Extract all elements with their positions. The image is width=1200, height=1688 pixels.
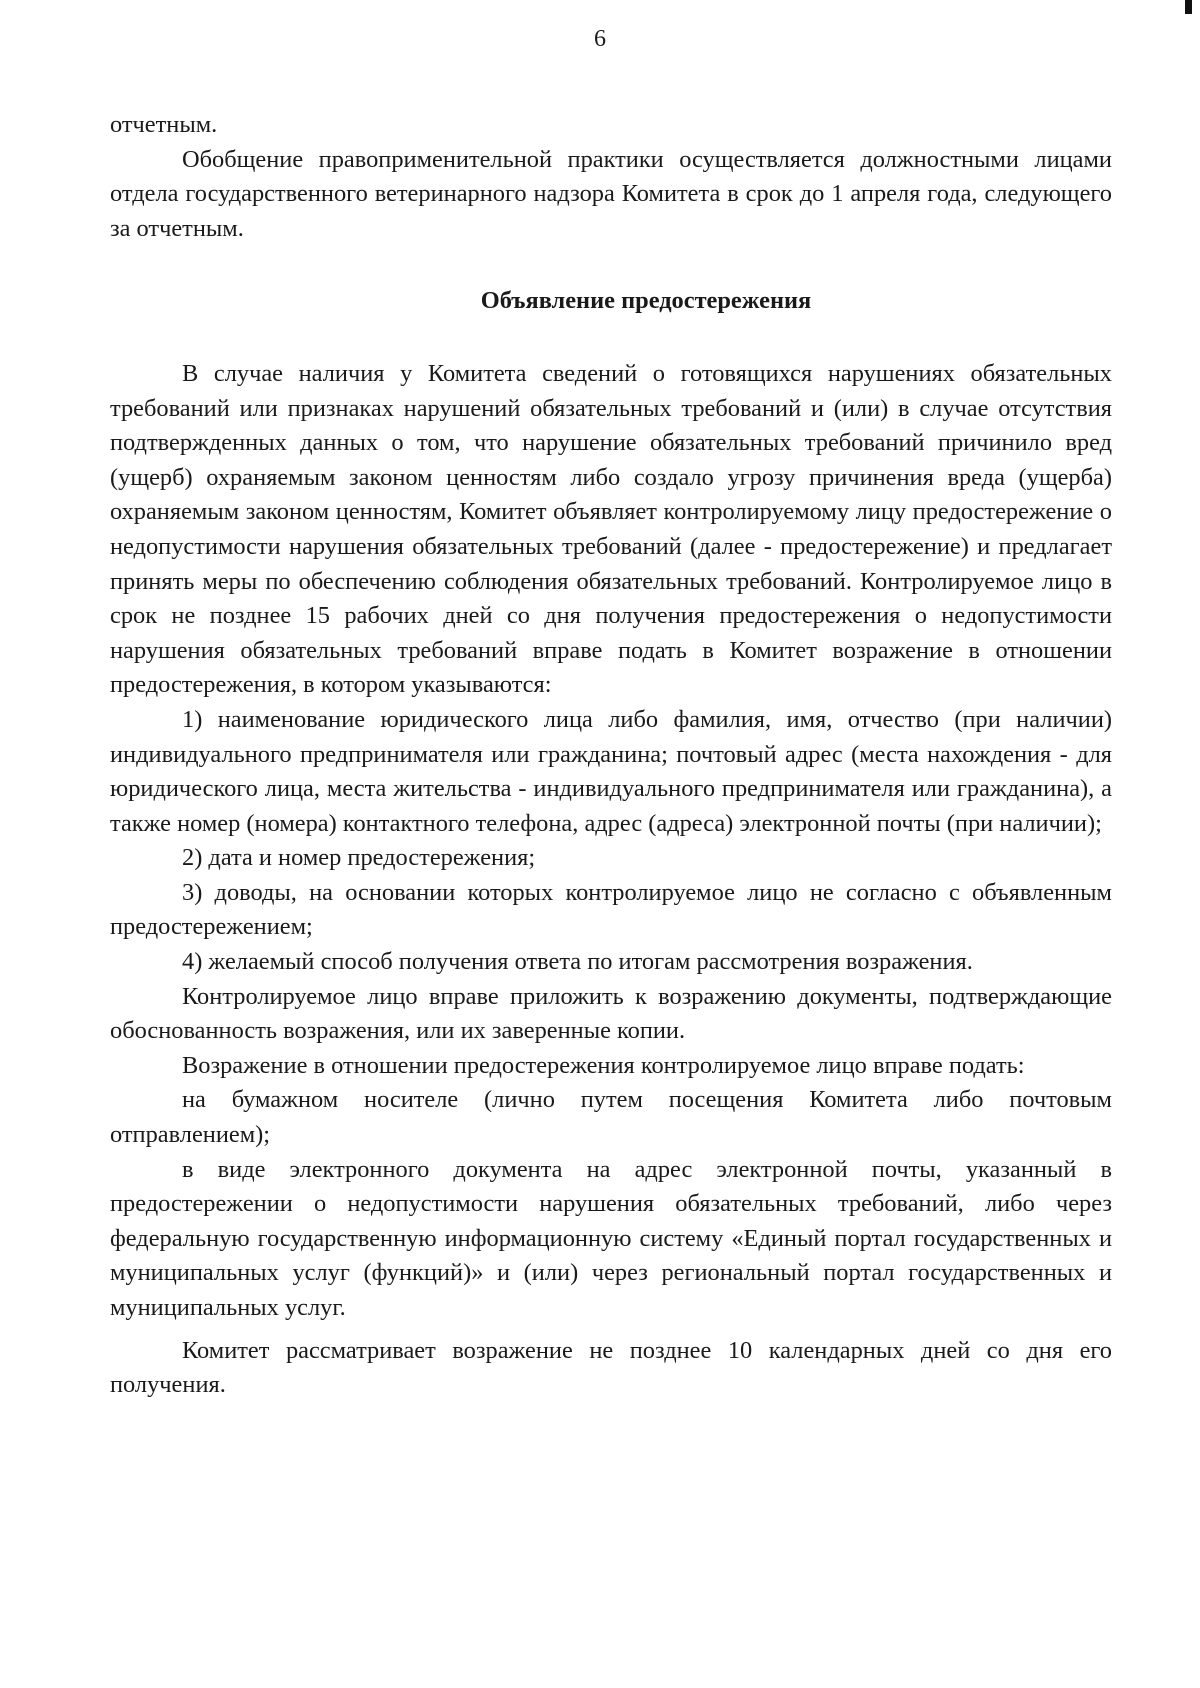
list-item-3: 3) доводы, на основании которых контролируемое лицо не согласно с объявленным предостережением; xyxy=(110,878,1112,941)
paragraph-electronic-submission: в виде электронного документа на адрес электронной почты, указанный в предостережении о недопустимости нарушения обязательных требований, либо через федеральную государственную информационную систему «Единый портал государственных и муниципальных услуг (функций)» и (или) через региональный портал государственных и муниципальных услуг. xyxy=(110,1155,1112,1321)
list-item-2: 2) дата и номер предостережения; xyxy=(182,844,536,872)
list-item-4: 4) желаемый способ получения ответа по итогам рассмотрения возражения. xyxy=(182,948,973,976)
paragraph-submission-ways: Возражение в отношении предостережения контролируемое лицо вправе подать: xyxy=(182,1051,1025,1079)
scan-mark xyxy=(1185,0,1192,14)
paragraph-continuation: отчетным. xyxy=(110,111,218,138)
paragraph-warning-announcement: В случае наличия у Комитета сведений о готовящихся нарушениях обязательных требований или признаках нарушений обязательных требований и (или) в случае отсутствия подтвержденных данных о том, что нарушение обязательных требований причинило вред (ущерб) охраняемым законом ценностям либо создало угрозу причинения вреда (ущерба) охраняемым законом ценностям, Комитет объявляет контролируемому лицу предостережение о недопустимости нарушения обязательных требований (далее - предостережение) и предлагает принять меры по обеспечению соблюдения обязательных требований. Контролируемое лицо в срок не позднее 15 рабочих дней со дня получения предостережения о недопустимости нарушения обязательных требований вправе подать в Комитет возражение в отношении предостережения, в котором указываются: xyxy=(110,359,1112,699)
list-item-1: 1) наименование юридического лица либо фамилия, имя, отчество (при наличии) индивидуального предпринимателя или гражданина; почтовый адрес (места нахождения - для юридического лица, места жительства - индивидуального предпринимателя или гражданина), а также номер (номера) контактного телефона, адрес (адреса) электронной почты (при наличии); xyxy=(110,705,1112,837)
page-number: 6 xyxy=(594,26,606,52)
document-body xyxy=(110,108,1112,1403)
paragraph-review-term: Комитет рассматривает возражение не позднее 10 календарных дней со дня его получения. xyxy=(110,1336,1112,1399)
paragraph-practice-generalization: Обобщение правоприменительной практики осуществляется должностными лицами отдела государственного ветеринарного надзора Комитета в срок до 1 апреля года, следующего за отчетным. xyxy=(110,145,1112,242)
paragraph-paper-submission: на бумажном носителе (лично путем посещения Комитета либо почтовым отправлением); xyxy=(110,1086,1112,1149)
section-heading: Объявление предостережения xyxy=(480,287,812,315)
paragraph-attachments: Контролируемое лицо вправе приложить к возражению документы, подтверждающие обоснованность возражения, или их заверенные копии. xyxy=(110,982,1112,1045)
